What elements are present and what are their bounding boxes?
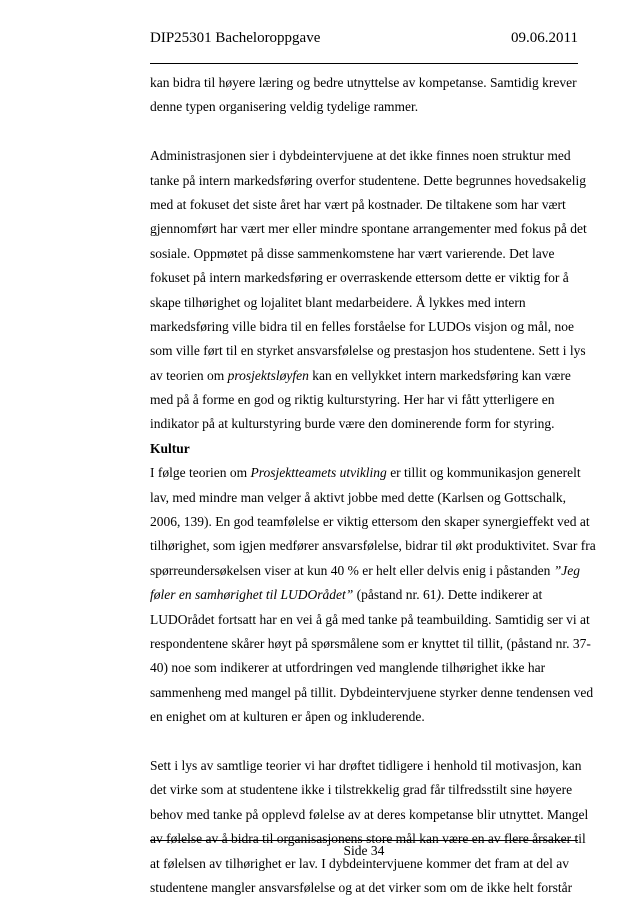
text-run: av teorien om xyxy=(150,367,228,383)
text-run: skape tilhørighet og lojalitet blant medarbeidere. Å lykkes med intern xyxy=(150,294,526,310)
text-line xyxy=(150,534,596,558)
text-run: . Dette indikerer at xyxy=(441,587,543,603)
text-run: sammenheng med mangel på tillit. Dybdeintervjuene styrker denne tendensen ved xyxy=(150,684,594,700)
text-line xyxy=(150,193,580,217)
text-line xyxy=(150,266,580,290)
text-run: som ville ført til en styrket ansvarsfølelse og prestasjon hos studentene. Sett i lys xyxy=(150,343,586,359)
text-line xyxy=(150,486,580,510)
text-line xyxy=(150,71,580,95)
text-line xyxy=(150,876,580,900)
text-line xyxy=(150,315,580,339)
text-run: I følge teorien om xyxy=(150,465,251,481)
page-number: Side 34 xyxy=(343,843,385,858)
text-line xyxy=(150,95,580,119)
italic-text: ”Jeg xyxy=(553,562,581,578)
text-line xyxy=(150,217,587,241)
text-line xyxy=(150,388,580,412)
text-run: av følelse av å bidra til organisasjonens store mål kan være en av flere årsaker til xyxy=(150,831,586,847)
text-run: tanke på intern markedsføring overfor studentene. Dette begrunnes hovedsakelig xyxy=(150,172,586,188)
text-line xyxy=(150,559,580,583)
italic-text: prosjektsløyfen xyxy=(227,367,309,383)
text-run: 2006, 139). En god teamfølelse er viktig ettersom den skaper synergieffekt ved at xyxy=(150,514,590,530)
text-run: sosiale. Oppmøtet på disse sammenkomstene har vært varierende. Det lave xyxy=(150,245,555,261)
italic-text: ) xyxy=(436,587,442,603)
text-run: det virke som at studentene ikke i tilstrekkelig grad får tilfredsstilt sine høyere xyxy=(150,782,573,798)
text-run: at følelsen av tilhørighet er lav. I dybdeintervjuene kommer det fram at del av xyxy=(150,855,569,871)
text-run: en enighet om at kulturen er åpen og inkluderende. xyxy=(150,709,425,725)
text-line xyxy=(150,681,594,705)
text-run: lav, med mindre man velger å aktivt jobbe med dette (Karlsen og Gottschalk, xyxy=(150,489,566,505)
paragraph-gap xyxy=(150,730,580,754)
heading-text: Kultur xyxy=(150,440,190,456)
text-run: tilhørighet, som igjen medfører ansvarsfølelse, bidrar til økt produktivitet. Svar fra xyxy=(150,538,596,554)
text-line xyxy=(150,144,580,168)
text-line xyxy=(150,412,580,436)
text-run: LUDOrådet fortsatt har en vei å gå med tanke på teambuilding. Samtidig ser vi at xyxy=(150,611,590,627)
section-heading xyxy=(150,437,580,461)
text-run: 40) noe som indikerer at utfordringen ved manglende tilhørighet ikke har xyxy=(150,660,546,676)
page-header xyxy=(150,28,578,48)
text-run: respondentene skårer høyt på spørsmålene som er knyttet til tillit, (påstand nr. 37- xyxy=(150,635,591,651)
text-line xyxy=(150,364,580,388)
text-line xyxy=(150,583,580,607)
header-date: 09.06.2011 xyxy=(511,30,578,46)
body-text xyxy=(150,71,596,900)
text-run: markedsføring ville bidra til en felles forståelse for LUDOs visjon og mål, noe xyxy=(150,318,575,334)
text-line xyxy=(150,461,580,485)
italic-text: føler en samhørighet til LUDOrådet” xyxy=(150,587,354,603)
text-run: Administrasjonen sier i dybdeintervjuene at det ikke finnes noen struktur med xyxy=(150,148,571,164)
text-line xyxy=(150,656,580,680)
text-run: (påstand nr. 61 xyxy=(353,587,437,603)
text-line xyxy=(150,705,580,729)
text-line xyxy=(150,169,586,193)
text-run: spørreundersøkelsen viser at kun 40 % er helt eller delvis enig i påstanden xyxy=(150,562,554,578)
text-line xyxy=(150,778,580,802)
text-run: denne typen organisering veldig tydelige rammer. xyxy=(150,99,419,115)
text-line xyxy=(150,803,589,827)
text-line xyxy=(150,291,580,315)
text-run: kan bidra til høyere læring og bedre utnyttelse av kompetanse. Samtidig krever xyxy=(150,75,577,90)
text-run: studentene mangler ansvarsfølelse og at det virker som om de ikke helt forstår xyxy=(150,879,573,895)
text-run: kan en vellykket intern markedsføring kan være xyxy=(308,367,571,383)
text-run: med på å forme en god og riktig kulturstyring. Her har vi fått ytterligere en xyxy=(150,392,555,408)
text-line xyxy=(150,339,586,363)
text-line xyxy=(150,754,580,778)
text-run: indikator på at kulturstyring burde være den dominerende form for styring. xyxy=(150,416,555,432)
text-line xyxy=(150,632,591,656)
text-line xyxy=(150,608,590,632)
text-run: behov med tanke på opplevd følelse av at deres kompetanse blir utnyttet. Mangel xyxy=(150,806,589,822)
text-run: er tillit og kommunikasjon generelt xyxy=(386,465,581,481)
text-line xyxy=(150,242,580,266)
text-run: Sett i lys av samtlige teorier vi har drøftet tidligere i henhold til motivasjon, kan xyxy=(150,757,582,773)
text-line xyxy=(150,510,590,534)
italic-text: Prosjektteamets utvikling xyxy=(250,465,387,481)
header-course-title: DIP25301 Bacheloroppgave xyxy=(150,30,321,46)
paragraph-gap xyxy=(150,120,580,144)
header-divider xyxy=(150,63,578,64)
footer-divider xyxy=(150,840,578,841)
text-run: med at fokuset det siste året har vært på kostnader. De tiltakene som har vært xyxy=(150,196,566,212)
text-run: fokuset på intern markedsføring er overraskende ettersom dette er viktig for å xyxy=(150,270,569,286)
text-run: gjennomført har vært mer eller mindre spontane arrangementer med fokus på det xyxy=(150,221,587,237)
